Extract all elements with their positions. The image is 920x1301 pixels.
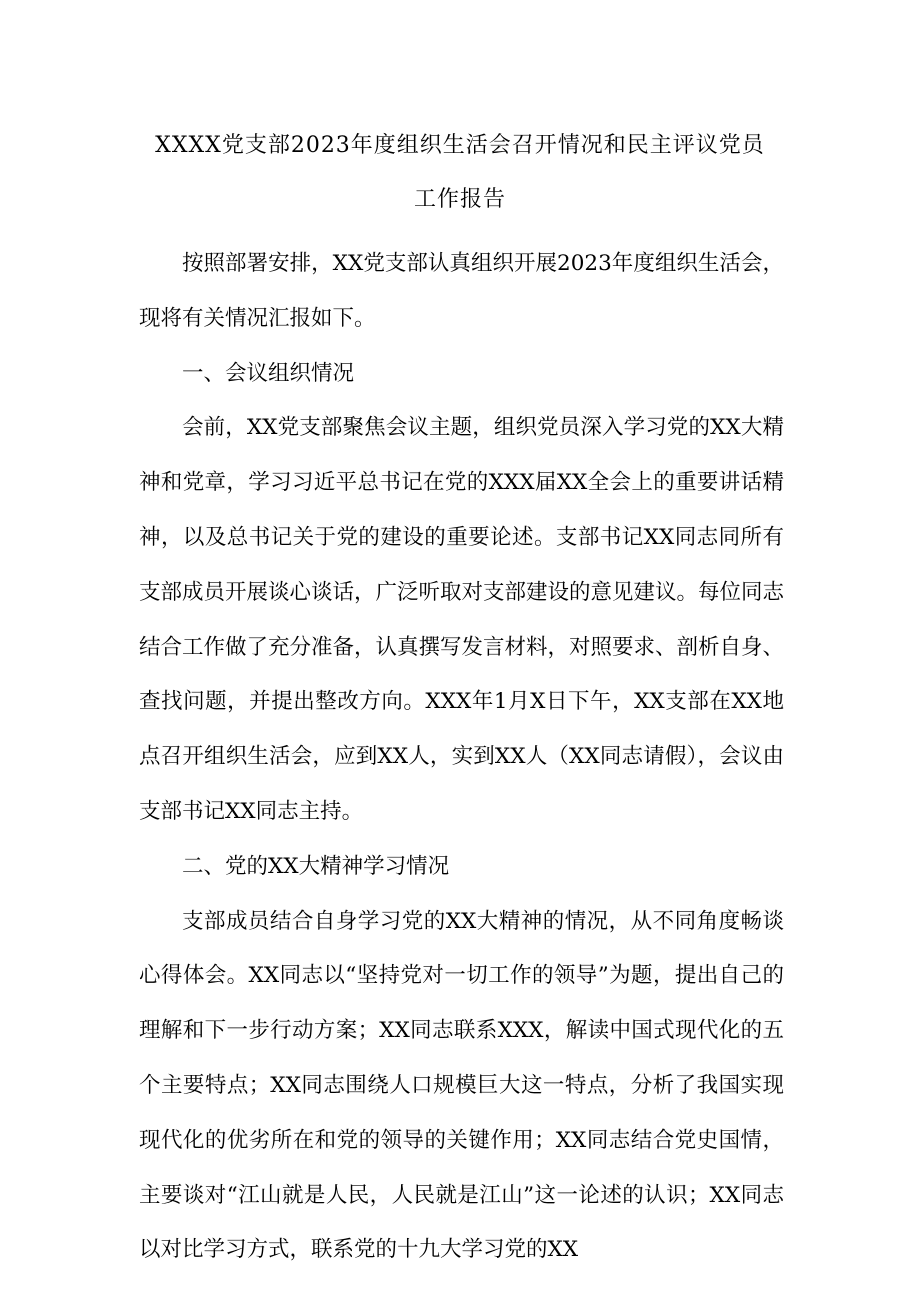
study-paragraph: 支部成员结合自身学习党的XX大精神的情况，从不同角度畅谈心得体会。XX同志以“坚持党对一切工作的领导”为题，提出自己的理解和下一步行动方案；XX同志联系XXX，解读中国式现代化的五个主要特点；XX同志围绕人口规模巨大这一特点，分析了我国实现现代化的优劣所在和党的领导的关键作用；XX同志结合党史国情，主要谈对“江山就是人民，人民就是江山”这一论述的认识；XX同志以对比学习方式，联系党的十九大学习党的XX <box>139 908 784 1263</box>
intro-paragraph: 按照部署安排，XX党支部认真组织开展2023年度组织生活会，现将有关情况汇报如下。 <box>139 251 784 331</box>
meeting-organization-paragraph: 会前，XX党支部聚焦会议主题，组织党员深入学习党的XX大精神和党章，学习习近平总书记在党的XXX届XX全会上的重要讲话精神，以及总书记关于党的建设的重要论述。支部书记XX同志同所有支部成员开展谈心谈话，广泛听取对支部建设的意见建议。每位同志结合工作做了充分准备，认真撰写发言材料，对照要求、剖析自身、查找问题，并提出整改方向。XXX年1月X日下午，XX支部在XX地点召开组织生活会，应到XX人，实到XX人（XX同志请假），会议由支部书记XX同志主持。 <box>139 415 785 824</box>
document-title-line-1: XXXX党支部2023年度组织生活会召开情况和民主评议党员 <box>155 133 765 158</box>
section-heading-study: 二、党的XX大精神学习情况 <box>182 853 450 879</box>
section-heading-meeting-organization: 一、会议组织情况 <box>182 360 355 386</box>
document-title-line-2: 工作报告 <box>413 187 506 212</box>
document-body <box>139 237 784 1278</box>
